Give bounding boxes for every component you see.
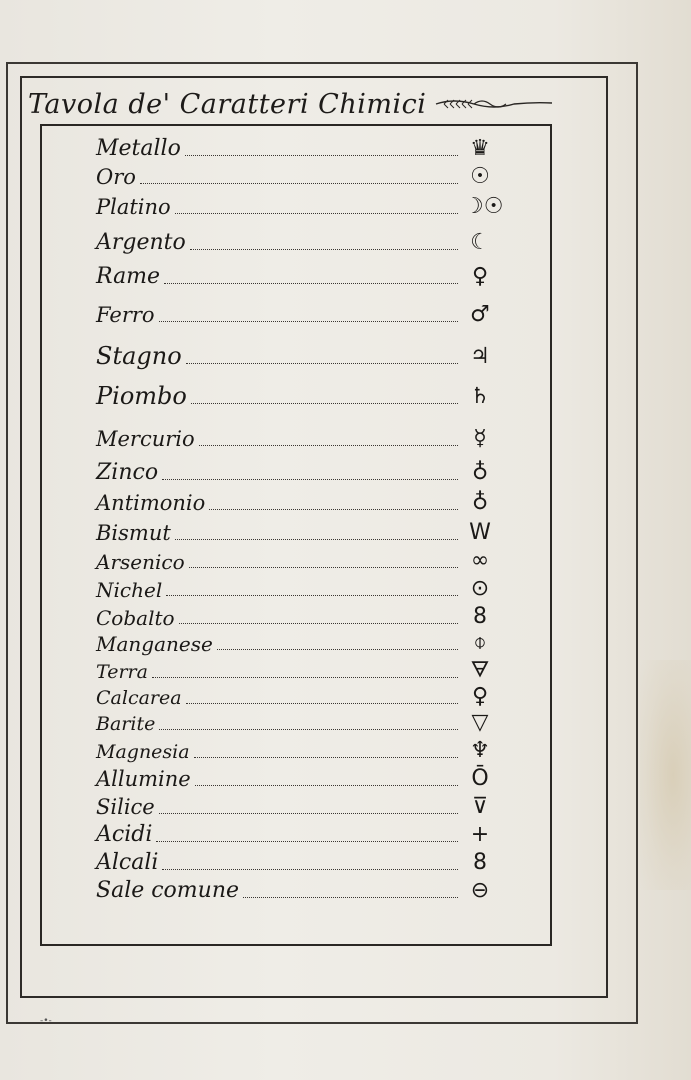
element-name: Acidi — [96, 822, 153, 847]
alchemical-symbol-icon: ☉ — [470, 164, 490, 189]
alchemical-symbol-icon: ♀ — [471, 684, 489, 709]
dotted-leader — [189, 567, 458, 568]
element-name: Cobalto — [96, 606, 175, 630]
element-name: Platino — [96, 195, 171, 219]
element-name: Mercurio — [96, 427, 195, 451]
dotted-leader — [190, 249, 458, 250]
alchemical-symbol-icon: ♄ — [470, 384, 490, 409]
element-name: Sale comune — [96, 878, 240, 903]
dotted-leader — [199, 445, 458, 446]
element-name: Piombo — [96, 382, 187, 410]
alchemical-symbol-icon: ♀ — [471, 264, 489, 289]
element-name: Barite — [96, 713, 156, 735]
dotted-leader — [195, 785, 458, 786]
element-name: Argento — [96, 230, 186, 255]
list-item — [96, 224, 496, 256]
margin-mark: -•- — [40, 1016, 52, 1026]
list-item — [96, 872, 496, 904]
dotted-leader — [156, 841, 458, 842]
list-item — [96, 158, 496, 190]
element-name: Magnesia — [96, 741, 190, 763]
list-item — [96, 378, 496, 410]
list-item — [96, 454, 496, 486]
dotted-leader — [209, 509, 458, 510]
element-name: Antimonio — [96, 491, 206, 515]
element-name: Manganese — [96, 632, 213, 656]
alchemical-symbol-icon: ♁ — [471, 460, 489, 485]
page-title: Tavola de' Caratteri Chimici — [28, 88, 427, 120]
dotted-leader — [162, 479, 458, 480]
element-name: Ferro — [96, 303, 155, 327]
alchemical-symbol-icon: ⊙ — [470, 576, 490, 601]
element-name: Allumine — [96, 767, 191, 791]
alchemical-symbol-icon: ▽ — [471, 710, 489, 735]
dotted-leader — [175, 213, 458, 214]
element-name: Oro — [96, 165, 136, 189]
list-item — [96, 296, 496, 328]
alchemical-symbol-icon: ⊽ — [471, 794, 489, 819]
dotted-leader — [217, 649, 458, 650]
element-name: Calcarea — [96, 687, 182, 709]
paper-stain — [640, 660, 691, 890]
dotted-leader — [194, 757, 458, 758]
element-name: Terra — [96, 661, 148, 683]
dotted-leader — [140, 183, 458, 184]
element-name: Stagno — [96, 342, 182, 370]
alchemical-symbol-icon: 8 — [473, 604, 487, 629]
alchemical-symbol-icon: ☾ — [470, 230, 490, 255]
alchemical-symbol-icon: Ō — [471, 766, 489, 791]
dotted-leader — [159, 813, 458, 814]
element-name: Rame — [96, 264, 161, 289]
dotted-leader — [185, 155, 458, 156]
alchemical-symbol-icon: + — [470, 822, 490, 847]
alchemical-symbol-icon: ♆ — [470, 738, 490, 763]
dotted-leader — [159, 321, 458, 322]
alchemical-symbol-icon: ♛ — [470, 136, 490, 161]
dotted-leader — [164, 283, 458, 284]
alchemical-symbol-icon: 🜃 — [470, 658, 490, 683]
list-item — [96, 484, 496, 516]
element-name: Alcali — [96, 850, 159, 875]
dotted-leader — [162, 869, 458, 870]
dotted-leader — [159, 729, 458, 730]
element-name: Nichel — [96, 578, 163, 602]
dotted-leader — [191, 403, 458, 404]
dotted-leader — [175, 539, 458, 540]
flourish-ornament-icon — [434, 94, 554, 114]
element-name: Bismut — [96, 521, 171, 545]
dotted-leader — [186, 363, 458, 364]
dotted-leader — [166, 595, 458, 596]
alchemical-symbol-icon: W — [469, 520, 491, 545]
list-item — [96, 338, 496, 370]
list-item — [96, 420, 496, 452]
alchemical-symbol-icon: 8 — [473, 850, 487, 875]
alchemical-symbol-icon: ♂ — [470, 302, 490, 327]
alchemical-symbol-icon: ♁ — [471, 490, 489, 515]
element-name: Arsenico — [96, 550, 185, 574]
element-name: Zinco — [96, 460, 159, 485]
alchemical-symbol-icon: ☿ — [473, 426, 487, 451]
alchemical-symbol-icon: ♃ — [470, 344, 490, 369]
alchemical-symbol-icon: ⊖ — [470, 878, 490, 903]
alchemical-symbol-icon: ∞ — [470, 548, 490, 573]
alchemical-symbol-icon: ⌽ — [473, 630, 487, 655]
dotted-leader — [243, 897, 458, 898]
list-item — [96, 258, 496, 290]
list-item — [96, 188, 504, 220]
element-name: Metallo — [96, 136, 181, 161]
alchemical-symbol-icon: ☽☉ — [464, 194, 504, 219]
element-name: Silice — [96, 795, 155, 819]
title-row — [28, 84, 554, 124]
